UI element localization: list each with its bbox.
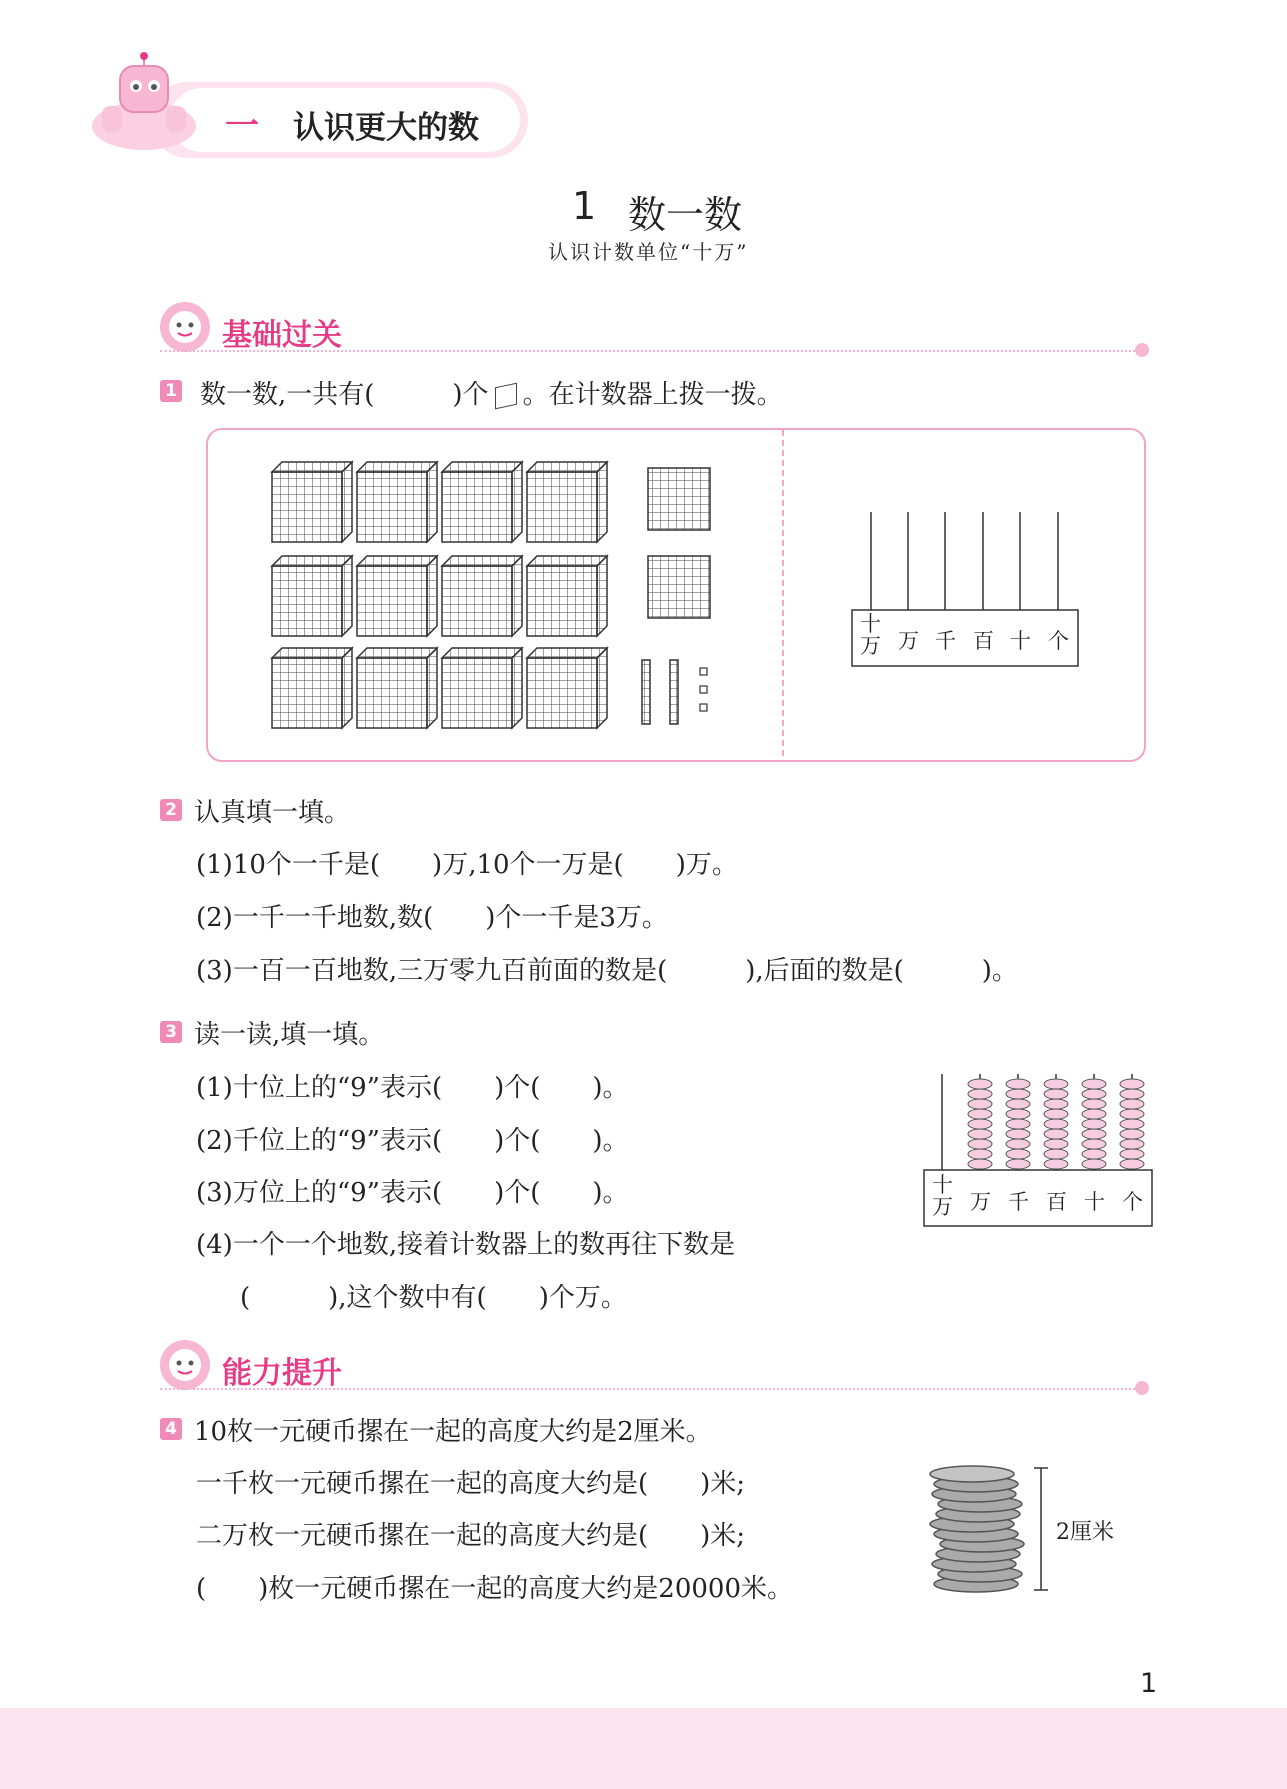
flat-blocks bbox=[648, 468, 710, 618]
q1-abacus bbox=[850, 508, 1080, 668]
divider-dot bbox=[1135, 343, 1149, 357]
abacus-label-hundred: 百 bbox=[973, 629, 994, 653]
coin-stack-icon bbox=[926, 1462, 1056, 1594]
section-title-basic: 基础过关 bbox=[222, 318, 342, 353]
question-number: 1 bbox=[160, 380, 182, 402]
q1-text: 数一数,一共有( )个 。在计数器上拨一拨。 bbox=[200, 380, 783, 410]
abacus-label-one: 个 bbox=[1122, 1190, 1143, 1214]
question-number: 2 bbox=[160, 799, 182, 821]
q4-title: 10枚一元硬币摞在一起的高度大约是2厘米。 bbox=[194, 1417, 712, 1447]
q4-item: 一千枚一元硬币摞在一起的高度大约是( )米; bbox=[196, 1469, 746, 1499]
base-ten-blocks bbox=[260, 456, 720, 736]
q3-item: ( ),这个数中有( )个万。 bbox=[240, 1283, 627, 1313]
question-number: 4 bbox=[160, 1418, 182, 1440]
unit-cubes bbox=[700, 668, 707, 711]
lesson-subtitle: 认识计数单位“十万” bbox=[548, 240, 749, 264]
abacus-label-hundred-thousand: 十 万 bbox=[932, 1173, 953, 1219]
q2-item: (2)一千一千地数,数( )个一千是3万。 bbox=[196, 903, 668, 933]
page-footer-band bbox=[0, 1708, 1287, 1789]
q3-item: (2)千位上的“9”表示( )个( )。 bbox=[196, 1126, 629, 1156]
panel-divider bbox=[782, 430, 784, 756]
robot-mascot-icon bbox=[82, 52, 210, 156]
lesson-number: 1 bbox=[572, 184, 597, 228]
unit-title: 认识更大的数 bbox=[293, 110, 479, 146]
abacus-label-one: 个 bbox=[1048, 629, 1069, 653]
mascot-icon bbox=[158, 1338, 212, 1392]
q2-title: 认真填一填。 bbox=[194, 798, 351, 828]
mascot-icon bbox=[158, 300, 212, 354]
q3-item: (1)十位上的“9”表示( )个( )。 bbox=[196, 1073, 629, 1103]
abacus-label-thousand: 千 bbox=[935, 629, 956, 653]
section-divider bbox=[160, 350, 1135, 352]
q3-title: 读一读,填一填。 bbox=[194, 1020, 385, 1050]
section-title-advanced: 能力提升 bbox=[222, 1356, 342, 1391]
coin-height-label: 2厘米 bbox=[1056, 1520, 1114, 1545]
q4-item: ( )枚一元硬币摞在一起的高度大约是20000米。 bbox=[196, 1574, 793, 1604]
cube-block-grid bbox=[272, 462, 607, 728]
abacus-label-ten: 十 bbox=[1010, 629, 1031, 653]
q4-item: 二万枚一元硬币摞在一起的高度大约是( )米; bbox=[196, 1521, 746, 1551]
abacus-label-hundred-thousand: 十 万 bbox=[860, 612, 881, 658]
q3-abacus bbox=[922, 1070, 1154, 1230]
q2-item: (1)10个一千是( )万,10个一万是( )万。 bbox=[196, 850, 738, 880]
rod-blocks bbox=[642, 660, 678, 724]
q3-item: (4)一个一个地数,接着计数器上的数再往下数是 bbox=[196, 1230, 736, 1260]
abacus-label-ten: 十 bbox=[1084, 1190, 1105, 1214]
page-number: 1 bbox=[1140, 1668, 1158, 1699]
unit-number: 一 bbox=[225, 106, 259, 146]
cube-icon bbox=[495, 383, 517, 410]
lesson-title: 数一数 bbox=[628, 193, 743, 237]
divider-dot bbox=[1135, 1381, 1149, 1395]
abacus-label-hundred: 百 bbox=[1046, 1190, 1067, 1214]
abacus-label-ten-thousand: 万 bbox=[898, 629, 919, 653]
abacus-label-ten-thousand: 万 bbox=[970, 1190, 991, 1214]
section-divider bbox=[160, 1388, 1135, 1390]
q3-item: (3)万位上的“9”表示( )个( )。 bbox=[196, 1178, 629, 1208]
abacus-label-thousand: 千 bbox=[1008, 1190, 1029, 1214]
q2-item: (3)一百一百地数,三万零九百前面的数是( ),后面的数是( )。 bbox=[196, 956, 1018, 986]
question-number: 3 bbox=[160, 1021, 182, 1043]
